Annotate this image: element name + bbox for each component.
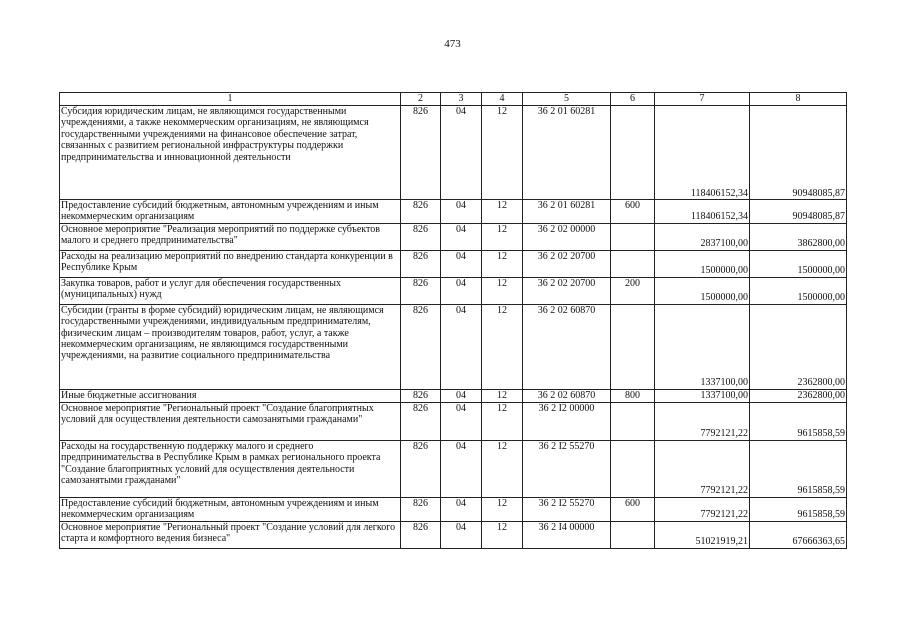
- expense-type-cell: [611, 106, 655, 200]
- admin-code-cell: 826: [401, 200, 441, 224]
- amount-year-2-cell: 9615858,59: [750, 440, 847, 497]
- amount-year-1-cell: 1500000,00: [655, 277, 750, 304]
- table-row: [60, 250, 847, 277]
- table-row: [60, 521, 847, 548]
- expense-type-cell: [611, 440, 655, 497]
- target-article-cell: 36 2 02 00000: [523, 223, 611, 250]
- admin-code-cell: 826: [401, 106, 441, 200]
- table-row: [60, 277, 847, 304]
- admin-code-cell: 826: [401, 497, 441, 521]
- table-row: [60, 389, 847, 402]
- amount-year-1-cell: 2837100,00: [655, 223, 750, 250]
- amount-year-2-cell: 2362800,00: [750, 389, 847, 402]
- expense-type-cell: 800: [611, 389, 655, 402]
- target-article-cell: 36 2 02 20700: [523, 250, 611, 277]
- table-row: [60, 304, 847, 389]
- row-name-cell: Предоставление субсидий бюджетным, автономным учреждениям и иным некоммерческим организациям: [60, 200, 401, 224]
- target-article-cell: 36 2 01 60281: [523, 200, 611, 224]
- subsection-code-cell: 12: [482, 200, 523, 224]
- expense-type-cell: [611, 250, 655, 277]
- admin-code-cell: 826: [401, 440, 441, 497]
- expense-type-cell: 600: [611, 497, 655, 521]
- table-row: [60, 223, 847, 250]
- subsection-code-cell: 12: [482, 402, 523, 440]
- section-code-cell: 04: [441, 223, 482, 250]
- amount-year-2-cell: 9615858,59: [750, 497, 847, 521]
- expense-type-cell: [611, 402, 655, 440]
- row-name-cell: Расходы на государственную поддержку малого и среднего предпринимательства в Республике Крым в рамках регионального проекта "Создание благоприятных условий для осуществления деятельности самозанятыми гражданами": [60, 440, 401, 497]
- row-name-cell: Иные бюджетные ассигнования: [60, 389, 401, 402]
- amount-year-1-cell: 118406152,34: [655, 200, 750, 224]
- amount-year-2-cell: 90948085,87: [750, 200, 847, 224]
- subsection-code-cell: 12: [482, 250, 523, 277]
- subsection-code-cell: 12: [482, 389, 523, 402]
- amount-year-1-cell: 7792121,22: [655, 497, 750, 521]
- target-article-cell: 36 2 I2 55270: [523, 440, 611, 497]
- column-header: 3: [441, 93, 482, 106]
- page-number: 473: [444, 38, 461, 50]
- column-header: 1: [60, 93, 401, 106]
- row-name-cell: Закупка товаров, работ и услуг для обеспечения государственных (муниципальных) нужд: [60, 277, 401, 304]
- expense-type-cell: 200: [611, 277, 655, 304]
- column-header: 6: [611, 93, 655, 106]
- admin-code-cell: 826: [401, 304, 441, 389]
- section-code-cell: 04: [441, 497, 482, 521]
- section-code-cell: 04: [441, 389, 482, 402]
- table-row: [60, 200, 847, 224]
- column-header: 5: [523, 93, 611, 106]
- admin-code-cell: 826: [401, 250, 441, 277]
- expense-type-cell: 600: [611, 200, 655, 224]
- amount-year-2-cell: 9615858,59: [750, 402, 847, 440]
- target-article-cell: 36 2 I2 55270: [523, 497, 611, 521]
- amount-year-1-cell: 1500000,00: [655, 250, 750, 277]
- target-article-cell: 36 2 I2 00000: [523, 402, 611, 440]
- row-name-cell: Основное мероприятие "Региональный проект "Создание условий для легкого старта и комфортного ведения бизнеса": [60, 521, 401, 548]
- subsection-code-cell: 12: [482, 521, 523, 548]
- table-row: [60, 106, 847, 200]
- amount-year-1-cell: 118406152,34: [655, 106, 750, 200]
- subsection-code-cell: 12: [482, 277, 523, 304]
- admin-code-cell: 826: [401, 521, 441, 548]
- section-code-cell: 04: [441, 521, 482, 548]
- table-row: [60, 440, 847, 497]
- expense-type-cell: [611, 304, 655, 389]
- column-header: 2: [401, 93, 441, 106]
- table-header-row: [60, 93, 847, 106]
- amount-year-1-cell: 7792121,22: [655, 440, 750, 497]
- column-header: 7: [655, 93, 750, 106]
- amount-year-1-cell: 7792121,22: [655, 402, 750, 440]
- admin-code-cell: 826: [401, 223, 441, 250]
- subsection-code-cell: 12: [482, 223, 523, 250]
- expense-type-cell: [611, 521, 655, 548]
- column-header: 8: [750, 93, 847, 106]
- admin-code-cell: 826: [401, 277, 441, 304]
- subsection-code-cell: 12: [482, 106, 523, 200]
- admin-code-cell: 826: [401, 402, 441, 440]
- row-name-cell: Основное мероприятие "Реализация мероприятий по поддержке субъектов малого и среднего предпринимательства": [60, 223, 401, 250]
- target-article-cell: 36 2 02 20700: [523, 277, 611, 304]
- row-name-cell: Расходы на реализацию мероприятий по внедрению стандарта конкуренции в Республике Крым: [60, 250, 401, 277]
- table-row: [60, 402, 847, 440]
- target-article-cell: 36 2 I4 00000: [523, 521, 611, 548]
- amount-year-2-cell: 2362800,00: [750, 304, 847, 389]
- amount-year-1-cell: 51021919,21: [655, 521, 750, 548]
- table-row: [60, 497, 847, 521]
- row-name-cell: Субсидия юридическим лицам, не являющимся государственными учреждениями, а также некоммерческим организациям, не являющимся государственными учреждениями на финансовое обеспечение затрат, связанных с развитием региональной инфраструктуры поддержки предпринимательства и инновационной деятельности: [60, 106, 401, 200]
- section-code-cell: 04: [441, 200, 482, 224]
- section-code-cell: 04: [441, 250, 482, 277]
- amount-year-2-cell: 90948085,87: [750, 106, 847, 200]
- target-article-cell: 36 2 02 60870: [523, 304, 611, 389]
- subsection-code-cell: 12: [482, 440, 523, 497]
- row-name-cell: Предоставление субсидий бюджетным, автономным учреждениям и иным некоммерческим организациям: [60, 497, 401, 521]
- section-code-cell: 04: [441, 402, 482, 440]
- admin-code-cell: 826: [401, 389, 441, 402]
- section-code-cell: 04: [441, 440, 482, 497]
- amount-year-2-cell: 67666363,65: [750, 521, 847, 548]
- row-name-cell: Основное мероприятие "Региональный проект "Создание благоприятных условий для осуществления деятельности самозанятыми гражданами": [60, 402, 401, 440]
- section-code-cell: 04: [441, 304, 482, 389]
- amount-year-1-cell: 1337100,00: [655, 304, 750, 389]
- target-article-cell: 36 2 01 60281: [523, 106, 611, 200]
- column-header: 4: [482, 93, 523, 106]
- row-name-cell: Субсидии (гранты в форме субсидий) юридическим лицам, не являющимся государственными учреждениями, индивидуальным предпринимателям, физическим лицам – производителям товаров, работ, услуг, а также некоммерческим организациям, не являющимся государственными учреждениями, на развитие социального предпринимательства: [60, 304, 401, 389]
- section-code-cell: 04: [441, 277, 482, 304]
- amount-year-1-cell: 1337100,00: [655, 389, 750, 402]
- target-article-cell: 36 2 02 60870: [523, 389, 611, 402]
- amount-year-2-cell: 3862800,00: [750, 223, 847, 250]
- expense-type-cell: [611, 223, 655, 250]
- amount-year-2-cell: 1500000,00: [750, 277, 847, 304]
- budget-table: [59, 92, 847, 549]
- subsection-code-cell: 12: [482, 497, 523, 521]
- subsection-code-cell: 12: [482, 304, 523, 389]
- amount-year-2-cell: 1500000,00: [750, 250, 847, 277]
- section-code-cell: 04: [441, 106, 482, 200]
